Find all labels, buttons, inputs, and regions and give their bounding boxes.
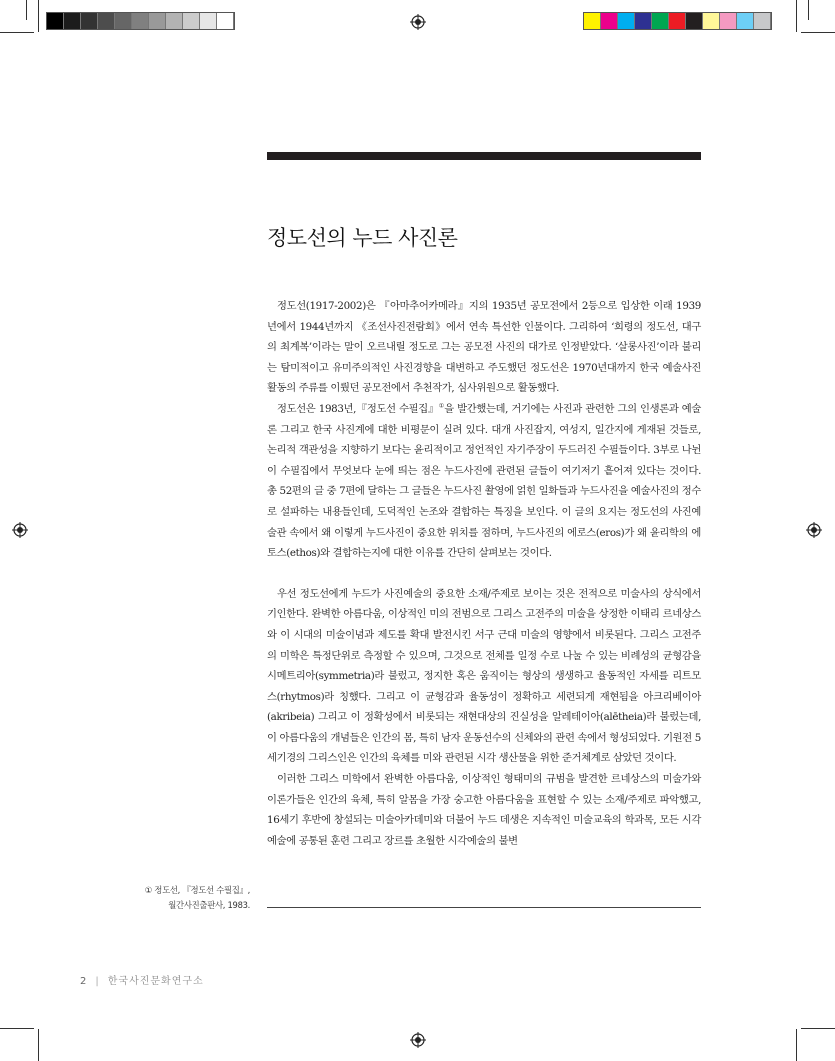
page-number: 2 bbox=[80, 976, 88, 987]
color-swatch bbox=[754, 13, 771, 29]
footnote bbox=[120, 883, 250, 913]
crop-mark-tl-v2 bbox=[26, 0, 27, 20]
crop-mark-bl-v bbox=[38, 1029, 39, 1061]
gray-swatch bbox=[166, 13, 183, 29]
paragraph-2-pre: 정도선은 1983년,『정도선 수필집』 bbox=[277, 402, 439, 415]
gray-swatch bbox=[149, 13, 166, 29]
process-color-bar bbox=[583, 12, 772, 30]
paragraph-1: 정도선(1917-2002)은 『아마추어카메라』지의 1935년 공모전에서 2등으로 입상한 이래 1939년에서 1944년까지 《조선사진전람회》에서 연속 특선한 인물이다. 그리하여 ‘희령의 정도선, 대구의 최계복’이라는 말이 오르내릴 정도로 그는 공모전 사진의 대가로 인정받았다. ‘살롱사진’이라 불리는 탐미적이고 유미주의적인 사진경향을 대변하고 주도했던 정도선은 1970년대까지 한국 예술사진 활동의 주류를 이뤘던 공모전에서 추천작가, 심사위원으로 활동했다. bbox=[267, 300, 701, 395]
crop-mark-tr-h bbox=[801, 32, 835, 33]
gray-swatch bbox=[64, 13, 81, 29]
crop-mark-tl-v bbox=[38, 0, 39, 32]
registration-mark-left-icon bbox=[12, 522, 28, 538]
footer-rule bbox=[267, 907, 701, 908]
color-swatch bbox=[703, 13, 720, 29]
crop-mark-br-v bbox=[796, 1029, 797, 1061]
crop-mark-bl-h bbox=[0, 1028, 34, 1029]
gray-swatch bbox=[132, 13, 149, 29]
article-title: 정도선의 누드 사진론 bbox=[267, 226, 458, 250]
gray-swatch bbox=[98, 13, 115, 29]
gray-swatch bbox=[81, 13, 98, 29]
header-rule bbox=[267, 152, 701, 160]
color-swatch bbox=[686, 13, 703, 29]
gray-color-bar bbox=[46, 12, 235, 30]
crop-mark-tr-v bbox=[796, 0, 797, 32]
paragraph-2 bbox=[267, 399, 701, 564]
registration-mark-right-icon bbox=[806, 522, 822, 538]
gray-swatch bbox=[115, 13, 132, 29]
registration-mark-top-icon bbox=[410, 14, 426, 30]
footnote-ref: ① bbox=[438, 402, 445, 410]
crop-mark-br-h bbox=[801, 1028, 835, 1029]
crop-mark-tr-v2 bbox=[808, 0, 809, 20]
publication-name: 한국사진문화연구소 bbox=[107, 976, 204, 987]
color-swatch bbox=[618, 13, 635, 29]
gray-swatch bbox=[183, 13, 200, 29]
color-swatch bbox=[584, 13, 601, 29]
gray-swatch bbox=[217, 13, 234, 29]
article-body bbox=[267, 296, 701, 851]
paragraph-4: 이러한 그리스 미학에서 완벽한 아름다움, 이상적인 형태미의 규범을 발견한 르네상스의 미술가와 이론가들은 인간의 육체, 특히 알몸을 가장 숭고한 아름다움을 표현할 수 있는 소재/주제로 파악했고, 16세기 후반에 창설되는 미술아카데미와 더불어 누드 데생은 지속적인 미술교육의 학과목, 모든 시각예술에 공통된 훈련 그리고 장르를 초월한 시각예술의 불변 bbox=[267, 773, 701, 847]
gray-swatch bbox=[200, 13, 217, 29]
folio-separator: | bbox=[95, 976, 100, 987]
color-swatch bbox=[635, 13, 652, 29]
crop-mark-tl-h bbox=[0, 32, 34, 33]
gray-swatch bbox=[47, 13, 64, 29]
page-folio bbox=[80, 972, 204, 987]
footnote-line-1: ① 정도선, 『정도선 수필집』, bbox=[144, 885, 250, 895]
footnote-line-2: 월간사진출판사, 1983. bbox=[168, 900, 250, 910]
color-swatch bbox=[669, 13, 686, 29]
color-swatch bbox=[720, 13, 737, 29]
paragraph-3: 우선 정도선에게 누드가 사진예술의 중요한 소재/주제로 보이는 것은 전적으로 미술사의 상식에서 기인한다. 완벽한 아름다움, 이상적인 미의 전범으로 그리스 고전주의 미술을 상정한 이태리 르네상스와 이 시대의 미술이념과 제도를 확대 발전시킨 서구 근대 미술의 영향에서 비롯된다. 그리스 고전주의 미학은 특정단위로 측정할 수 있으며, 그것으로 전체를 일정 수로 나눌 수 있는 비례성의 균형감을 시메트리아(symmetria)라 불렀고, 정지한 혹은 움직이는 형상의 생생하고 율동적인 자세를 리트모스(rhytmos)라 칭했다. 그리고 이 균형감과 율동성이 정확하고 세련되게 재현됨을 아크리베이아(akribeia) 그리고 이 정확성에서 비롯되는 재현대상의 진실성을 알레테이아(alētheia)라 불렀는데, 이 아름다움의 개념들은 인간의 몸, 특히 남자 운동선수의 신체와의 관련 속에서 형성되었다. 기원전 5세기경의 그리스인은 인간의 육체를 미와 관련된 시각 생산물을 위한 준거체계로 삼았던 것이다. bbox=[267, 587, 701, 765]
color-swatch bbox=[737, 13, 754, 29]
color-swatch bbox=[652, 13, 669, 29]
paragraph-2-post: 을 발간했는데, 거기에는 사진과 관련한 그의 인생론과 예술론 그리고 한국 사진계에 대한 비평문이 실려 있다. 대개 사진잡지, 여성지, 일간지에 게재된 것들로, 논리적 객관성을 지향하기 보다는 윤리적이고 정언적인 자기주장이 두드러진 수필들이다. 3부로 나뉜 이 수필집에서 무엇보다 눈에 띄는 점은 누드사진에 관련된 글들이 여기저기 흩어져 있다는 것이다. 총 52편의 글 중 7편에 달하는 그 글들은 누드사진 촬영에 얽힌 일화들과 누드사진을 예술사진의 정수로 설파하는 내용들인데, 도덕적인 논조와 결합하는 특징을 보인다. 이 글의 요지는 정도선의 사진예술관 속에서 왜 이렇게 누드사진이 중요한 위치를 점하며, 누드사진의 에로스(eros)가 왜 윤리학의 에토스(ethos)와 결합하는지에 대한 이유를 간단히 살펴보는 것이다. bbox=[267, 402, 701, 560]
color-swatch bbox=[601, 13, 618, 29]
registration-mark-bottom-icon bbox=[410, 1032, 426, 1048]
